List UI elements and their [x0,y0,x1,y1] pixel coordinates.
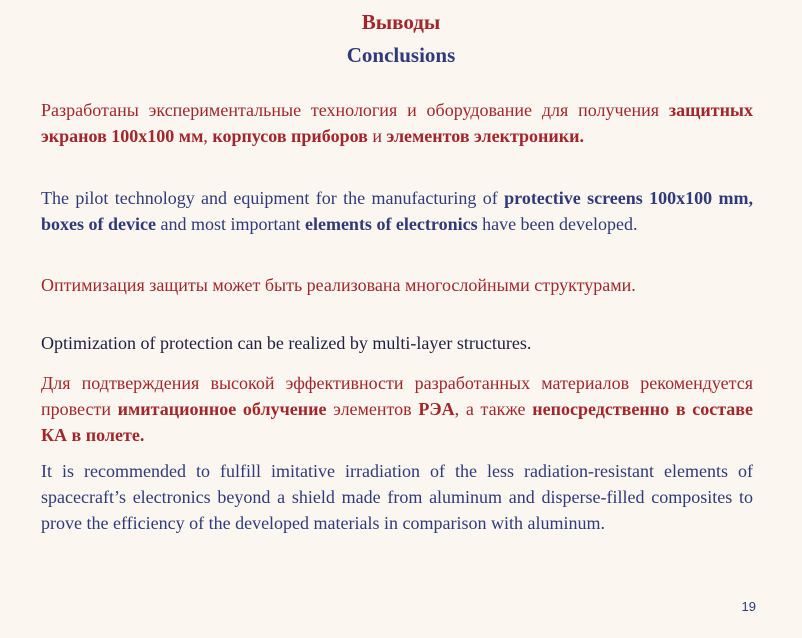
paragraph-english-optimization: Optimization of protection can be realized by multi-layer structures. [41,333,532,353]
emphasis-protective-screens: защитных экранов 100х100 мм [41,100,753,146]
text-segment: The pilot technology and equipment for the manufacturing of [41,188,505,208]
text-segment: Для подтверждения высокой эффективности разработанных материалов рекомендуется провести [41,373,753,419]
text-segment: элементов [326,399,419,419]
emphasis-electronics-elements: elements of electronics [304,214,478,234]
title-russian: Выводы [361,10,441,34]
text-segment: have been developed. [477,214,638,234]
emphasis-electronics-elements: элементов электроники. [386,126,585,146]
paragraph-english-recommendation: It is recommended to fulfill imitative irradiation of the less radiation-resistant elements of spacecraft’s electronics beyond a shield made from aluminum and disperse-filled composites to prove the efficiency of the developed materials in comparison with aluminum. [41,461,753,533]
emphasis-in-flight: непосредственно в составе КА в полете. [41,399,754,445]
page-number: 19 [741,599,756,614]
text-segment: и [367,126,387,146]
text-segment: Разработаны экспериментальные технология и оборудование для получения [41,100,669,120]
paragraph-english-developed [41,185,753,237]
emphasis-protective-screens: protective screens 100x100 mm, boxes of device [41,188,753,234]
paragraph-russian-developed [41,97,753,149]
paragraph-russian-optimization: Оптимизация защиты может быть реализована многослойными структурами. [41,275,636,295]
title-english: Conclusions [346,43,456,67]
emphasis-rea: РЭА [418,399,455,419]
emphasis-imitative-irradiation: имитационное облучение [117,399,327,419]
paragraph-russian-recommendation [41,370,753,448]
emphasis-device-cases: корпусов приборов [212,126,368,146]
text-segment: and most important [155,214,305,234]
text-segment: , [203,126,213,146]
text-segment: , а также [454,399,533,419]
